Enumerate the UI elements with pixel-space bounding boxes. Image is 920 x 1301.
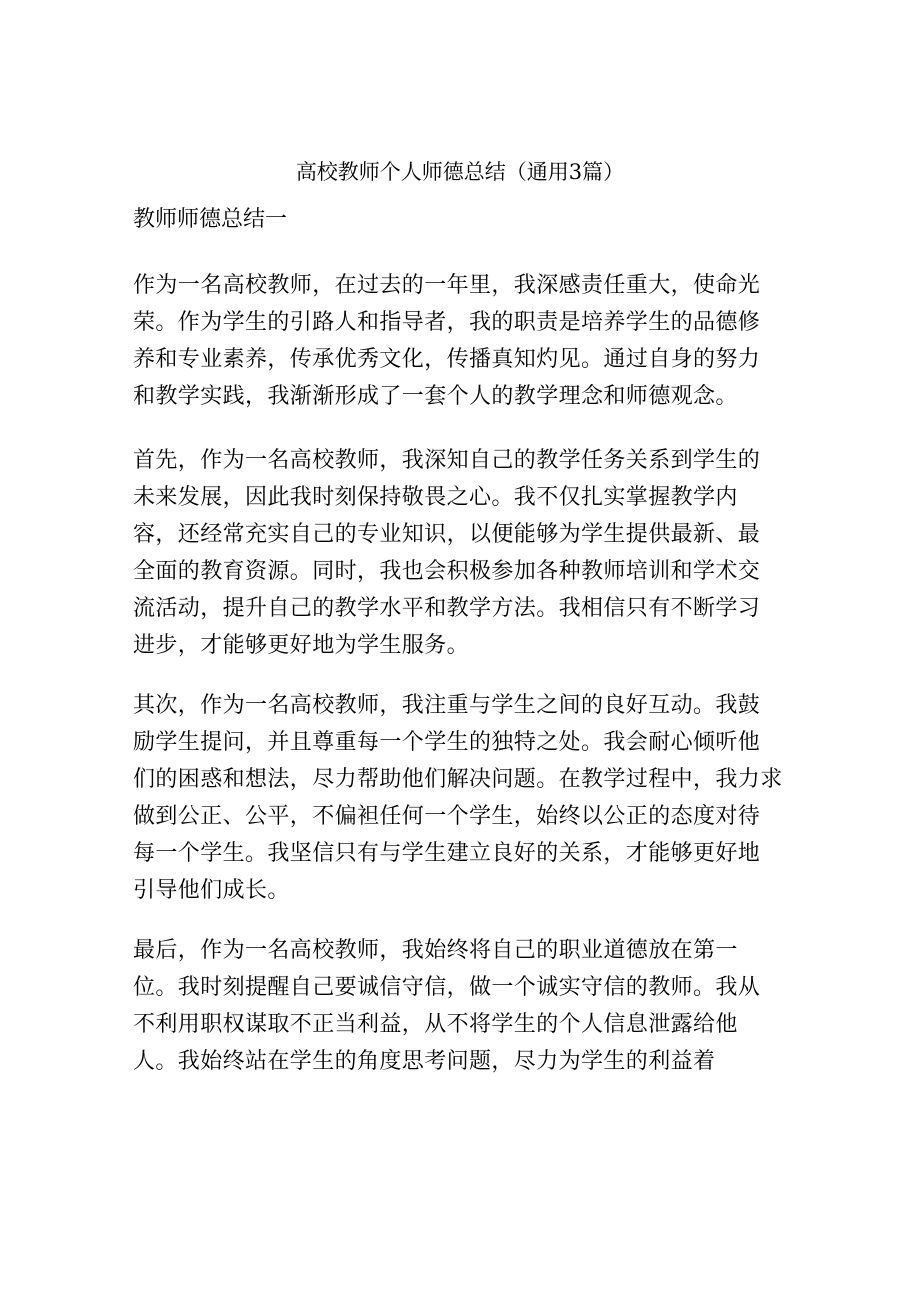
- section-heading: 教师师德总结一: [133, 207, 288, 232]
- document-title: 高校教师个人师德总结（通用3篇）: [295, 160, 625, 184]
- paragraph-2: [133, 442, 813, 664]
- paragraph-3: [133, 687, 813, 909]
- paragraph-line: 养和专业素养，传承优秀文化，传播真知灼见。通过自身的努力: [133, 347, 761, 372]
- paragraph-line: 每一个学生。我坚信只有与学生建立良好的关系，才能够更好地: [133, 841, 761, 866]
- paragraph-1: [133, 267, 813, 415]
- paragraph-line: 容，还经常充实自己的专业知识，以便能够为学生提供最新、最: [133, 522, 761, 547]
- paragraph-line: 和教学实践，我渐渐形成了一套个人的教学理念和师德观念。: [133, 384, 738, 409]
- paragraph-line: 流活动，提升自己的教学水平和教学方法。我相信只有不断学习: [133, 596, 761, 621]
- paragraph-line: 励学生提问，并且尊重每一个学生的独特之处。我会耐心倾听他: [133, 730, 761, 755]
- paragraph-line: 进步，才能够更好地为学生服务。: [133, 633, 470, 658]
- paragraph-line: 未来发展，因此我时刻保持敬畏之心。我不仅扎实掌握教学内: [133, 485, 738, 510]
- paragraph-line: 荣。作为学生的引路人和指导者，我的职责是培养学生的品德修: [133, 310, 761, 335]
- paragraph-line: 引导他们成长。: [133, 878, 290, 903]
- paragraph-line: 人。我始终站在学生的角度思考问题，尽力为学生的利益着: [133, 1049, 716, 1074]
- paragraph-line: 其次，作为一名高校教师，我注重与学生之间的良好互动。我鼓: [133, 693, 761, 718]
- paragraph-line: 做到公正、公平，不偏袒任何一个学生，始终以公正的态度对待: [133, 804, 761, 829]
- paragraph-line: 最后，作为一名高校教师，我始终将自己的职业道德放在第一: [133, 938, 738, 963]
- paragraph-line: 不利用职权谋取不正当利益，从不将学生的个人信息泄露给他: [133, 1012, 738, 1037]
- paragraph-line: 作为一名高校教师，在过去的一年里，我深感责任重大，使命光: [133, 273, 761, 298]
- paragraph-line: 位。我时刻提醒自己要诚信守信，做一个诚实守信的教师。我从: [133, 975, 761, 1000]
- paragraph-line: 全面的教育资源。同时，我也会积极参加各种教师培训和学术交: [133, 559, 761, 584]
- paragraph-line: 首先，作为一名高校教师，我深知自己的教学任务关系到学生的: [133, 448, 761, 473]
- paragraph-4: [133, 932, 813, 1080]
- paragraph-line: 们的困惑和想法，尽力帮助他们解决问题。在教学过程中，我力求: [133, 767, 783, 792]
